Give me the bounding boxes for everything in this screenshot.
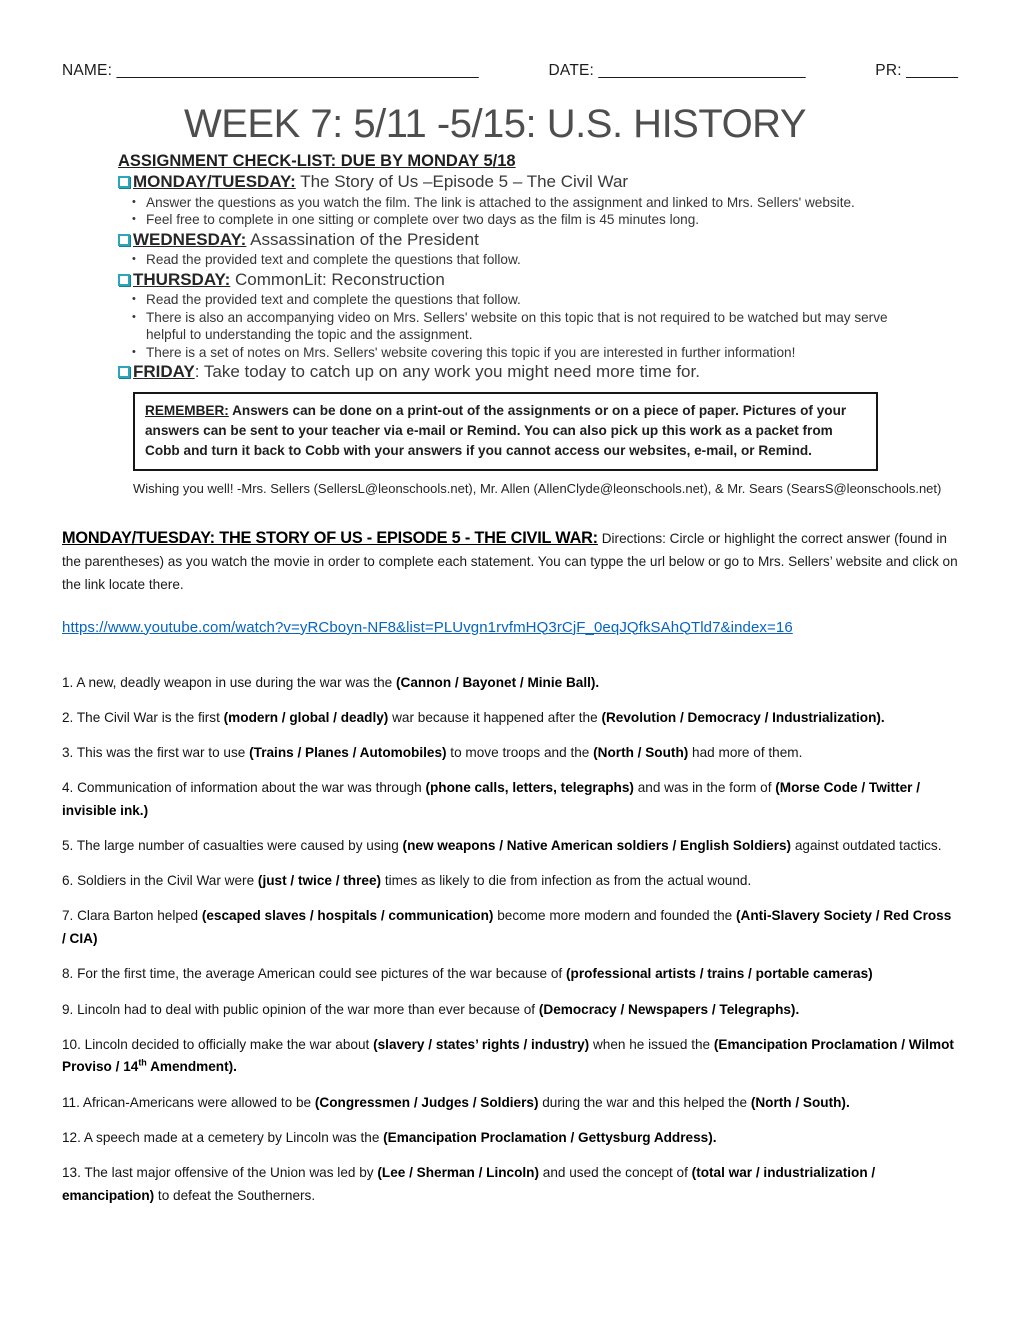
- question-text: 6. Soldiers in the Civil War were: [62, 873, 258, 889]
- teacher-signoff: Wishing you well! -Mrs. Sellers (SellersL@leonschools.net), Mr. Allen (AllenClyde@leonschools.net), & Mr. Sears (SearsS@leonschools.net): [133, 480, 942, 496]
- bullet-icon: •: [132, 345, 136, 358]
- checkbox-icon: [118, 176, 130, 188]
- question-text: 7. Clara Barton helped: [62, 908, 202, 924]
- assignment-checklist: [62, 171, 958, 384]
- bullet-text: Answer the questions as you watch the film. The link is attached to the assignment and linked to Mrs. Sellers' website.: [146, 194, 855, 210]
- checkbox-icon: [118, 234, 130, 246]
- answer-choices: (Congressmen / Judges / Soldiers): [314, 1094, 539, 1110]
- question-text: 8. For the first time, the average American could see pictures of the war because of: [62, 966, 566, 982]
- checklist-bullet: [132, 291, 894, 309]
- checklist-bullets: [132, 251, 894, 269]
- answer-choices: th: [138, 1057, 147, 1068]
- pr-label: PR:: [875, 62, 902, 79]
- section-directions: Directions: Circle or highlight the correct answer (found in the parentheses) as you watch the movie in order to complete each statement. You can typpe the url below or go to Mrs. Sellers’ website and click on the link locate there.: [62, 530, 958, 592]
- student-info-line: [62, 62, 958, 80]
- remember-text: Answers can be done on a print-out of the assignments or on a piece of paper. Pictures of your answers can be sent to your teacher via e-mail or Remind. You can also pick up this work as a packet from Cobb and turn it back to Cobb with your answers if you cannot access our websites, e-mail, or Remind.: [145, 402, 847, 458]
- question-6: [62, 870, 958, 893]
- name-blank-line: __________________________________________: [116, 62, 479, 79]
- question-5: [62, 835, 958, 858]
- bullet-text: Read the provided text and complete the questions that follow.: [146, 252, 521, 267]
- bullet-icon: •: [132, 213, 136, 225]
- assignment-section-heading: [62, 527, 958, 596]
- answer-choices: (Trains / Planes / Automobiles): [249, 744, 447, 760]
- checklist-item-title: The Story of Us –Episode 5 – The Civil War: [295, 172, 629, 191]
- answer-choices: (Lee / Sherman / Lincoln): [377, 1165, 539, 1181]
- answer-choices: (Morse Code / Twitter / invisible ink.): [62, 780, 921, 818]
- question-text: 12. A speech made at a cemetery by Lincoln was the: [62, 1129, 384, 1145]
- pr-blank-line: ______: [906, 62, 958, 79]
- question-text: 4. Communication of information about the war was through: [62, 780, 426, 796]
- checkbox-icon: [118, 366, 130, 378]
- bullet-text: There is also an accompanying video on Mrs. Sellers' website on this topic that is not required to be watched but may serve helpful to understanding the topic and the assignment.: [146, 309, 888, 342]
- bullet-icon: •: [132, 195, 136, 208]
- question-text: 5. The large number of casualties were caused by using: [62, 838, 403, 854]
- checklist-day-label: FRIDAY: [133, 362, 195, 381]
- question-8: [62, 963, 958, 986]
- answer-choices: (Cannon / Bayonet / Minie Ball).: [396, 674, 600, 690]
- week-title: WEEK 7: 5/11 -5/15: U.S. HISTORY: [184, 102, 807, 146]
- question-text: had more of them.: [688, 744, 803, 760]
- question-text: become more modern and founded the: [493, 908, 736, 924]
- section-heading-title: MONDAY/TUESDAY: THE STORY OF US - EPISODE 5 - THE CIVIL WAR:: [62, 528, 598, 547]
- bullet-icon: •: [132, 253, 136, 265]
- date-label: DATE:: [548, 62, 595, 79]
- question-9: [62, 999, 958, 1022]
- answer-choices: (Emancipation Proclamation / Gettysburg Address).: [383, 1129, 717, 1145]
- checklist-day-label: MONDAY/TUESDAY:: [133, 172, 296, 191]
- answer-choices: Amendment).: [146, 1059, 237, 1075]
- name-field: [62, 62, 479, 80]
- checklist-bullet: [132, 344, 894, 362]
- date-field: [549, 62, 806, 80]
- answer-choices: (total war / industrialization / emancipation): [62, 1165, 876, 1203]
- question-7: [62, 905, 958, 950]
- bullet-icon: •: [132, 310, 136, 323]
- name-label: NAME:: [62, 62, 113, 79]
- checklist-item-title: : Take today to catch up on any work you might need more time for.: [194, 362, 700, 381]
- checklist-day-line: [118, 361, 958, 384]
- question-text: 10. Lincoln decided to officially make the war about: [62, 1036, 374, 1052]
- remember-label: REMEMBER:: [145, 402, 229, 418]
- bullet-text: There is a set of notes on Mrs. Sellers' website covering this topic if you are interested in further information!: [146, 344, 796, 360]
- question-text: 1. A new, deadly weapon in use during the war was the: [62, 674, 397, 690]
- checklist-day-line: [118, 269, 958, 292]
- checklist-item-title: Assassination of the President: [246, 229, 479, 249]
- checkbox-icon: [118, 274, 130, 286]
- question-text: 9. Lincoln had to deal with public opinion of the war more than ever because of: [62, 1001, 539, 1017]
- answer-choices: (new weapons / Native American soldiers / English Soldiers): [402, 838, 792, 854]
- answer-choices: (just / twice / three): [257, 873, 382, 889]
- answer-choices: (Revolution / Democracy / Industrialization).: [601, 709, 885, 725]
- checklist-item: [118, 269, 958, 362]
- checklist-bullet: [132, 309, 894, 344]
- question-text: 13. The last major offensive of the Union was led by: [62, 1165, 378, 1181]
- bullet-text: Feel free to complete in one sitting or complete over two days as the film is 45 minutes long.: [146, 212, 700, 227]
- bullet-text: Read the provided text and complete the questions that follow.: [146, 292, 521, 307]
- checklist-day-label: THURSDAY:: [133, 269, 231, 289]
- question-2: [62, 707, 958, 730]
- checklist-bullet: [132, 251, 894, 269]
- question-11: [62, 1092, 958, 1115]
- question-text: to defeat the Southerners.: [154, 1187, 316, 1203]
- answer-choices: (North / South).: [750, 1094, 850, 1110]
- question-10: [62, 1034, 958, 1079]
- question-text: 2. The Civil War is the first: [62, 709, 224, 725]
- question-text: to move troops and the: [446, 744, 594, 760]
- answer-choices: (escaped slaves / hospitals / communication): [201, 908, 494, 924]
- checklist-item: [118, 171, 958, 229]
- checklist-item: [118, 229, 958, 269]
- checklist-bullets: [132, 194, 894, 229]
- answer-choices: (modern / global / deadly): [223, 709, 389, 725]
- answer-choices: (professional artists / trains / portable cameras): [565, 966, 873, 982]
- question-13: [62, 1162, 958, 1207]
- question-3: [62, 742, 958, 765]
- pr-field: [875, 62, 958, 80]
- answer-choices: (phone calls, letters, telegraphs): [425, 780, 634, 796]
- checklist-day-line: [118, 171, 958, 194]
- answer-choices: (Emancipation Proclamation / Wilmot Proviso / 14: [62, 1036, 954, 1075]
- question-text: during the war and this helped the: [538, 1094, 751, 1110]
- scanned-header-block: [62, 102, 958, 496]
- date-blank-line: ________________________: [598, 62, 806, 79]
- question-text: times as likely to die from infection as from the actual wound.: [381, 873, 752, 889]
- remember-box: [133, 392, 878, 471]
- question-text: and was in the form of: [633, 780, 776, 796]
- question-1: [62, 672, 958, 695]
- question-4: [62, 777, 958, 822]
- youtube-link[interactable]: https://www.youtube.com/watch?v=yRCboyn-NF8&list=PLUvgn1rvfmHQ3rCjF_0eqJQfkSAhQTld7&index=16: [62, 618, 793, 636]
- checklist-item-title: CommonLit: Reconstruction: [230, 269, 445, 289]
- checklist-day-label: WEDNESDAY:: [133, 229, 247, 249]
- answer-choices: (slavery / states’ rights / industry): [373, 1036, 590, 1052]
- question-text: 11. African-Americans were allowed to be: [62, 1094, 315, 1110]
- checklist-bullet: [132, 211, 894, 229]
- checklist-item: [118, 361, 958, 384]
- questions-list: [62, 672, 958, 1208]
- checklist-bullets: [132, 291, 894, 361]
- checklist-day-line: [118, 229, 958, 252]
- question-text: against outdated tactics.: [791, 838, 942, 854]
- bullet-icon: •: [132, 293, 136, 305]
- checklist-title: ASSIGNMENT CHECK-LIST: DUE BY MONDAY 5/18: [118, 152, 516, 170]
- question-12: [62, 1127, 958, 1150]
- question-text: and used the concept of: [539, 1165, 692, 1181]
- checklist-bullet: [132, 194, 894, 212]
- question-text: 3. This was the first war to use: [62, 744, 250, 760]
- question-text: when he issued the: [589, 1036, 714, 1052]
- answer-choices: (Anti-Slavery Society / Red Cross / CIA): [62, 908, 952, 947]
- question-text: war because it happened after the: [388, 709, 602, 725]
- answer-choices: (North / South): [593, 744, 689, 760]
- answer-choices: (Democracy / Newspapers / Telegraphs).: [538, 1001, 800, 1017]
